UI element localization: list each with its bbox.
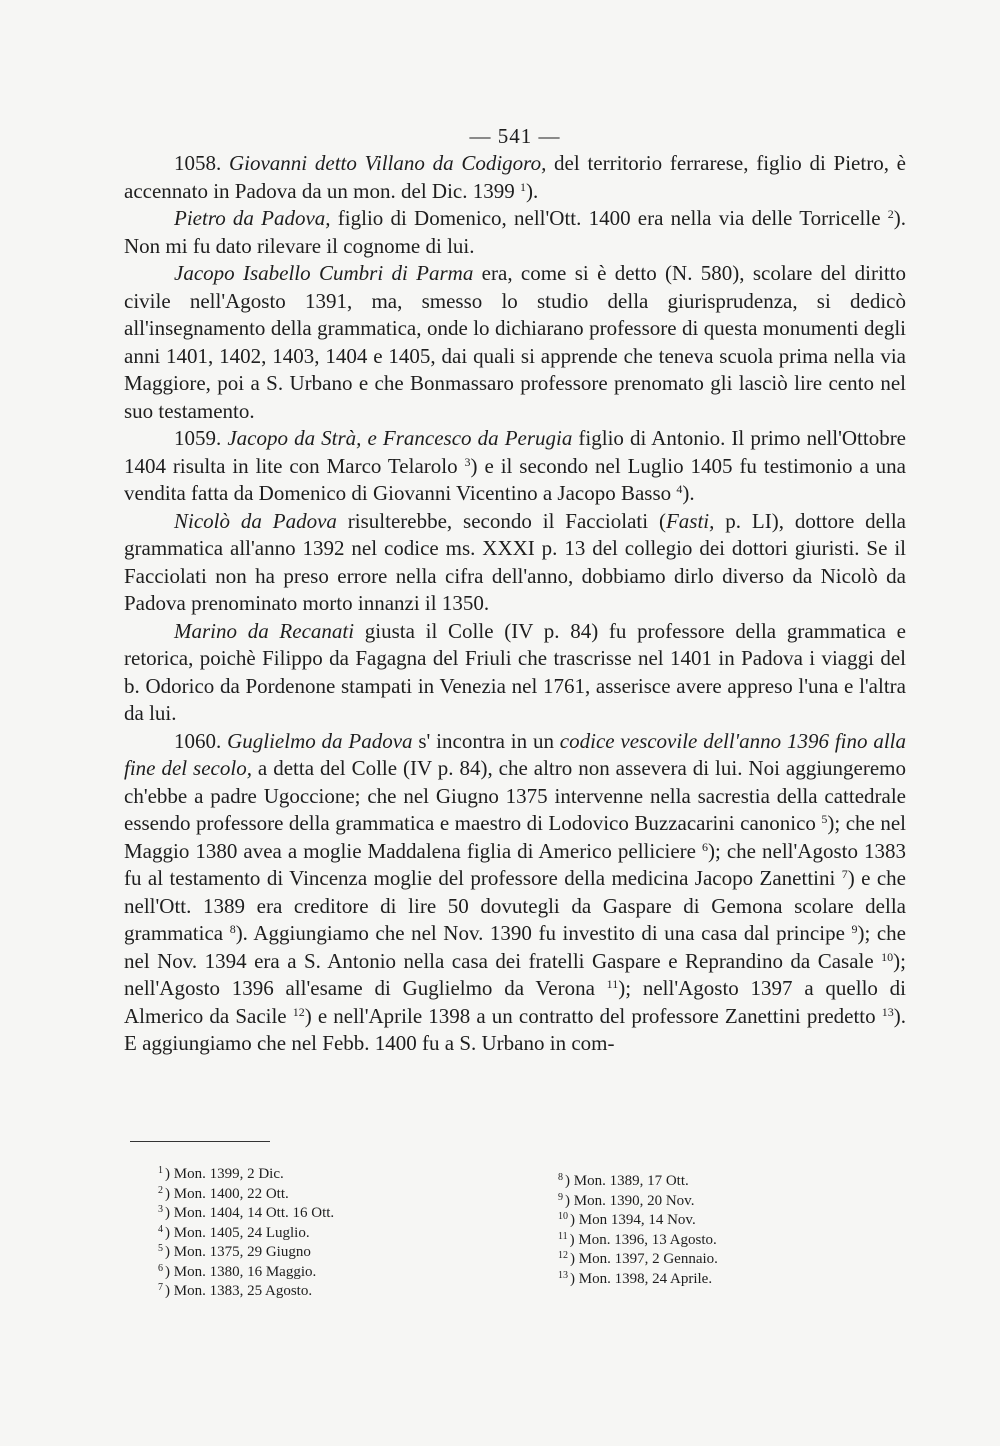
footnote-ref[interactable]: 7: [841, 867, 848, 881]
entry-text: giusta il Colle (IV p. 84) fu professore della grammatica e retorica, poichè Filippo da Fagagna del Friuli che trascrisse nel 1401 in Padova i viaggi del b. Odorico da Pordenone stampati in Venezia nel 1761, asserisce avere appreso l'una e l'altra da lui.: [124, 618, 906, 725]
footnote-number: 6: [158, 1262, 163, 1274]
footnote-number: 12: [558, 1250, 568, 1261]
footnote-ref[interactable]: 12: [292, 1004, 305, 1019]
footnote-text: ) Mon. 1405, 24 Luglio.: [165, 1224, 310, 1241]
footnote-number: 4: [158, 1223, 163, 1235]
footnote: [558, 1192, 718, 1212]
entry-jacopo-isabello: [124, 260, 906, 425]
entry-text: ) e nell'Aprile 1398 a un contratto del professore Zanettini predetto: [304, 1003, 882, 1028]
footnote-ref[interactable]: 3: [464, 454, 471, 469]
entry-text: ) e che nell'Ott. 1389 era creditore di lire 50 dovutegli da Gaspare di Gemona scolare della grammatica: [124, 866, 906, 945]
source-title: codice vescovile dell'anno 1396 fino alla fine del secolo,: [124, 728, 906, 780]
person-name: Pietro da Padova,: [174, 206, 331, 230]
entry-marino: [124, 618, 906, 728]
entry-number: 1058.: [174, 151, 222, 175]
entry-text: p. LI), dottore della grammatica all'anno 1392 nel codice ms. XXXI p. 13 del collegio dei dottori giuristi. Se il Facciolati non ha preso errore nella cifra dell'anno, dobbiamo dirlo diverso da Nicolò da Padova prenominato morto innanzi il 1350.: [124, 508, 906, 615]
entry-1058: [124, 150, 906, 205]
footnote-text: ) Mon. 1399, 2 Dic.: [165, 1166, 284, 1182]
footnote: [558, 1270, 718, 1290]
footnote-text: ) Mon. 1396, 13 Agosto.: [569, 1231, 717, 1248]
entry-number: 1060.: [174, 728, 222, 753]
entry-1059: [124, 425, 906, 508]
footnote-ref[interactable]: 8: [229, 922, 236, 936]
entry-1060: [124, 728, 906, 1058]
footnote-number: 7: [158, 1282, 163, 1293]
footnote-number: 2: [158, 1184, 163, 1196]
footnote: [158, 1263, 334, 1283]
footnotes-right: [558, 1172, 718, 1289]
footnote-ref[interactable]: 10: [881, 949, 894, 964]
footnote-text: ) Mon. 1404, 14 Ott. 16 Ott.: [165, 1205, 335, 1221]
footnote-number: 10: [558, 1211, 568, 1222]
footnote: [558, 1211, 718, 1231]
footnote: [158, 1204, 334, 1224]
person-name: Giovanni detto Villano da Codigoro,: [228, 151, 547, 175]
person-name: Marino da Recanati: [174, 618, 355, 643]
entry-text: ); che nel Nov. 1394 era a S. Antonio nella casa dei fratelli Gaspare e Reprandino da Casale: [124, 921, 906, 973]
entry-text: ) e il secondo nel Luglio 1405 fu testimonio a una vendita fatta da Domenico di Giovanni Vicentino a Jacopo Basso: [124, 453, 907, 505]
entry-text: ). Non mi fu dato rilevare il cognome di lui.: [124, 206, 907, 258]
entry-text: figlio di Antonio. Il primo nell'Ottobre 1404 risulta in lite con Marco Telarolo: [124, 426, 907, 478]
entry-text: ); che nel Maggio 1380 avea a moglie Maddalena figlia di Americo pelliciere: [124, 811, 906, 863]
footnote: [158, 1282, 334, 1302]
entry-text: ); nell'Agosto 1396 all'esame di Guglielmo da Verona: [124, 948, 906, 1000]
page-number: — 541 —: [469, 124, 561, 148]
entry-text: a detta del Colle (IV p. 84), che altro non assevera di lui. Noi aggiungeremo ch'ebbe a padre Ugoccione; che nel Giugno 1375 intervenne nella sacrestia della cattedrale essendo professore della grammatica e maestro di Lodovico Buzzacarini canonico: [124, 756, 906, 835]
footnote-number: 3: [158, 1204, 163, 1215]
footnote-ref[interactable]: 5: [821, 812, 828, 826]
footnote-text: ) Mon. 1380, 16 Maggio.: [165, 1263, 317, 1280]
footnote-text: ) Mon. 1400, 22 Ott.: [165, 1185, 289, 1202]
entry-text: ). E aggiungiamo che nel Febb. 1400 fu a S. Urbano in com-: [124, 1003, 906, 1055]
footnote-text: ) Mon. 1383, 25 Agosto.: [165, 1283, 313, 1299]
footnote-ref[interactable]: 1: [519, 179, 526, 194]
entry-text: era, come si è detto (N. 580), scolare del diritto civile nell'Agosto 1391, ma, smesso lo studio della giurisprudenza, si dedicò all'insegnamento della grammatica, onde lo dichiarano professore di questa monumenti degli anni 1401, 1402, 1403, 1404 e 1405, dai quali si apprende che teneva scuola prima nella via Maggiore, poi a S. Urbano e che Bonmassaro professore prenomato gli lasciò lire cento nel suo testamento.: [124, 261, 907, 423]
footnote-ref[interactable]: 11: [606, 977, 619, 991]
entry-text: figlio di Domenico, nell'Ott. 1400 era nella via delle Torricelle: [330, 206, 888, 230]
footnote-number: 11: [558, 1230, 568, 1242]
footnote-text: ) Mon 1394, 14 Nov.: [570, 1212, 696, 1228]
person-name: Nicolò da Padova: [174, 508, 337, 533]
entry-text: risulterebbe, secondo il Facciolati (: [336, 508, 666, 533]
entry-text: s' incontra in un: [412, 728, 560, 753]
entry-text: ); nell'Agosto 1397 a quello di Almerico da Sacile: [124, 976, 907, 1028]
body-text: [124, 150, 906, 1058]
person-name: Jacopo Isabello Cumbri di Parma: [174, 261, 474, 285]
footnote-divider: [130, 1141, 270, 1142]
footnote-ref[interactable]: 13: [881, 1004, 894, 1019]
footnote-ref[interactable]: 2: [887, 207, 894, 221]
footnote-text: ) Mon. 1398, 24 Aprile.: [570, 1270, 713, 1287]
person-name: Guglielmo da Padova: [227, 728, 413, 753]
footnote-number: 1: [158, 1165, 163, 1176]
footnote: [158, 1243, 334, 1263]
work-title: Fasti,: [665, 508, 715, 533]
footnote: [558, 1250, 718, 1270]
entry-text: ).: [525, 178, 539, 203]
entry-nicolo: [124, 508, 906, 618]
entry-text: del territorio ferrarese, figlio di Pietro, è accennato in Padova da un mon. del Dic. 1399: [124, 151, 906, 203]
footnote-text: ) Mon. 1375, 29 Giugno: [165, 1244, 311, 1260]
footnote-ref[interactable]: 6: [702, 839, 709, 854]
entry-text: ).: [682, 481, 695, 505]
footnote-text: ) Mon. 1390, 20 Nov.: [565, 1192, 695, 1209]
entry-text: ); che nell'Agosto 1383 fu al testamento di Vincenza moglie del professore della medicina Jacopo Zanettini: [124, 838, 906, 890]
entry-number: 1059.: [174, 426, 222, 450]
footnote: [158, 1224, 334, 1244]
footnote-ref[interactable]: 4: [676, 482, 683, 496]
footnote: [158, 1185, 334, 1205]
footnote-text: ) Mon. 1397, 2 Gennaio.: [570, 1251, 718, 1267]
entry-pietro: [124, 205, 906, 260]
footnote-number: 8: [558, 1172, 563, 1183]
entry-text: ). Aggiungiamo che nel Nov. 1390 fu investito di una casa dal principe: [235, 921, 852, 945]
footnote-ref[interactable]: 9: [851, 922, 858, 936]
footnote-number: 13: [558, 1269, 568, 1281]
footnote-number: 5: [158, 1243, 163, 1254]
person-name: Jacopo da Strà, e Francesco da Perugia: [227, 426, 573, 450]
footnote-number: 9: [558, 1191, 563, 1203]
footnote: [558, 1231, 718, 1251]
footnotes-left: [158, 1165, 334, 1302]
footnote: [158, 1165, 334, 1185]
footnote: [558, 1172, 718, 1192]
footnote-text: ) Mon. 1389, 17 Ott.: [565, 1173, 689, 1189]
